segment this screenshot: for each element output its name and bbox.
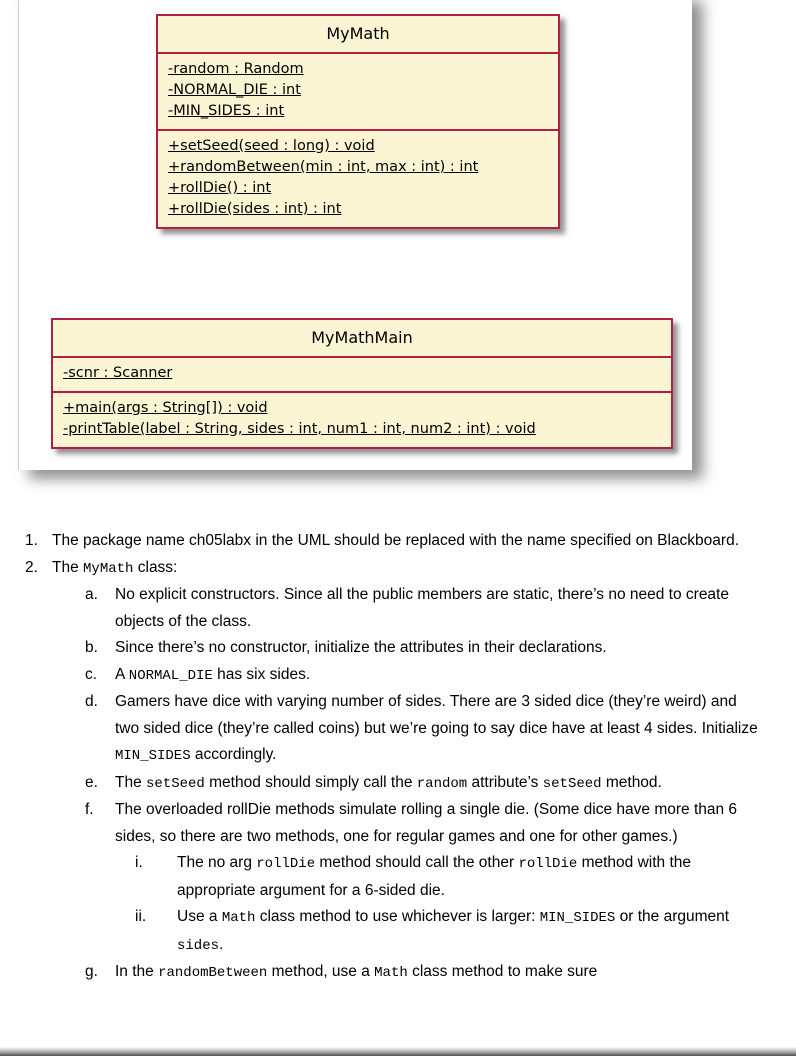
instructions [0, 528, 796, 987]
list-marker: a. [85, 586, 98, 603]
instruction-text: No explicit constructors. Since all the public members are static, there’s no need to create objects of the class. [115, 586, 729, 630]
inline-code: MIN_SIDES [115, 748, 191, 764]
instruction-text: The no arg rollDie method should call the other rollDie method with the appropriate argument for a 6-sided die. [177, 854, 691, 899]
instruction-item [25, 555, 762, 583]
uml-member: -random : Random [168, 61, 304, 77]
uml-member: -MIN_SIDES : int [168, 103, 285, 119]
uml-class-mymathmain [51, 318, 673, 449]
uml-member: -NORMAL_DIE : int [168, 82, 301, 98]
inline-code: NORMAL_DIE [128, 667, 213, 684]
inline-code: setSeed [542, 775, 602, 792]
uml-class-title-mymath: MyMath [326, 24, 390, 43]
list-marker: d. [85, 693, 98, 710]
inline-code: random [416, 775, 468, 792]
instruction-text: The MyMath class: [52, 558, 178, 577]
instruction-item [25, 797, 762, 850]
instruction-text: A NORMAL_DIE has six sides. [115, 665, 311, 684]
uml-member: +rollDie() : int [168, 180, 272, 196]
list-marker: f. [85, 801, 94, 818]
uml-methods-mymathmain [53, 391, 671, 447]
scan-bottom-edge [0, 1047, 796, 1056]
uml-attributes-mymath [158, 52, 558, 129]
instruction-text: Since there’s no constructor, initialize the attributes in their declarations. [115, 639, 607, 656]
list-marker: ii. [135, 908, 147, 925]
instruction-text: Gamers have dice with varying number of sides. There are 3 sided dice (they’re weird) and two sided dice (they’re called coins) but we’re going to say dice have at least 4 sides. Initialize MIN_SIDES accordingly. [115, 693, 758, 764]
inline-code: randomBetween [158, 965, 268, 981]
page-sheet [18, 0, 692, 470]
list-marker: 2. [25, 558, 38, 576]
list-marker: g. [85, 963, 98, 980]
instruction-item [25, 904, 762, 959]
list-marker: 1. [25, 532, 38, 549]
instruction-text: In the randomBetween method, use a Math class method to make sure [115, 963, 598, 981]
uml-member: +main(args : String[]) : void [63, 400, 268, 416]
scanned-uml-image [0, 0, 796, 478]
instruction-item [25, 582, 762, 635]
uml-member: +randomBetween(min : int, max : int) : int [168, 159, 479, 175]
instruction-item [25, 635, 762, 662]
instruction-item [25, 770, 762, 798]
uml-member: -scnr : Scanner [63, 365, 173, 381]
instruction-item [25, 528, 762, 555]
instruction-text: Use a Math class method to use whichever is larger: MIN_SIDES or the argument sides. [177, 908, 730, 954]
uml-class-mymath [156, 14, 560, 229]
inline-code: setSeed [146, 775, 205, 792]
inline-code: Math [374, 965, 408, 981]
uml-member: +setSeed(seed : long) : void [168, 138, 375, 154]
inline-code: rollDie [518, 856, 578, 872]
uml-attributes-mymathmain [53, 356, 671, 391]
instruction-item [25, 959, 762, 987]
list-marker: c. [85, 665, 98, 683]
inline-code: Math [221, 910, 256, 926]
uml-member: +rollDie(sides : int) : int [168, 201, 342, 217]
inline-code: sides [177, 937, 220, 954]
instruction-item [25, 662, 762, 690]
inline-code: MIN_SIDES [539, 910, 616, 926]
inline-code: MyMath [83, 560, 134, 577]
list-marker: b. [85, 639, 98, 656]
instruction-text: The setSeed method should simply call the random attribute’s setSeed method. [115, 773, 662, 792]
instruction-text: The overloaded rollDie methods simulate rolling a single die. (Some dice have more than 6 sides, so there are two methods, one for regular games and one for other games.) [115, 801, 738, 845]
instruction-item [25, 689, 762, 770]
uml-methods-mymath [158, 129, 558, 227]
list-marker: e. [85, 773, 98, 791]
list-marker: i. [135, 854, 143, 871]
instruction-item [25, 850, 762, 904]
inline-code: rollDie [256, 856, 316, 872]
instruction-text: The package name ch05labx in the UML should be replaced with the name specified on Blackboard. [52, 532, 740, 549]
uml-member: -printTable(label : String, sides : int, num1 : int, num2 : int) : void [63, 421, 536, 437]
uml-class-title-mymathmain: MyMathMain [311, 328, 413, 347]
